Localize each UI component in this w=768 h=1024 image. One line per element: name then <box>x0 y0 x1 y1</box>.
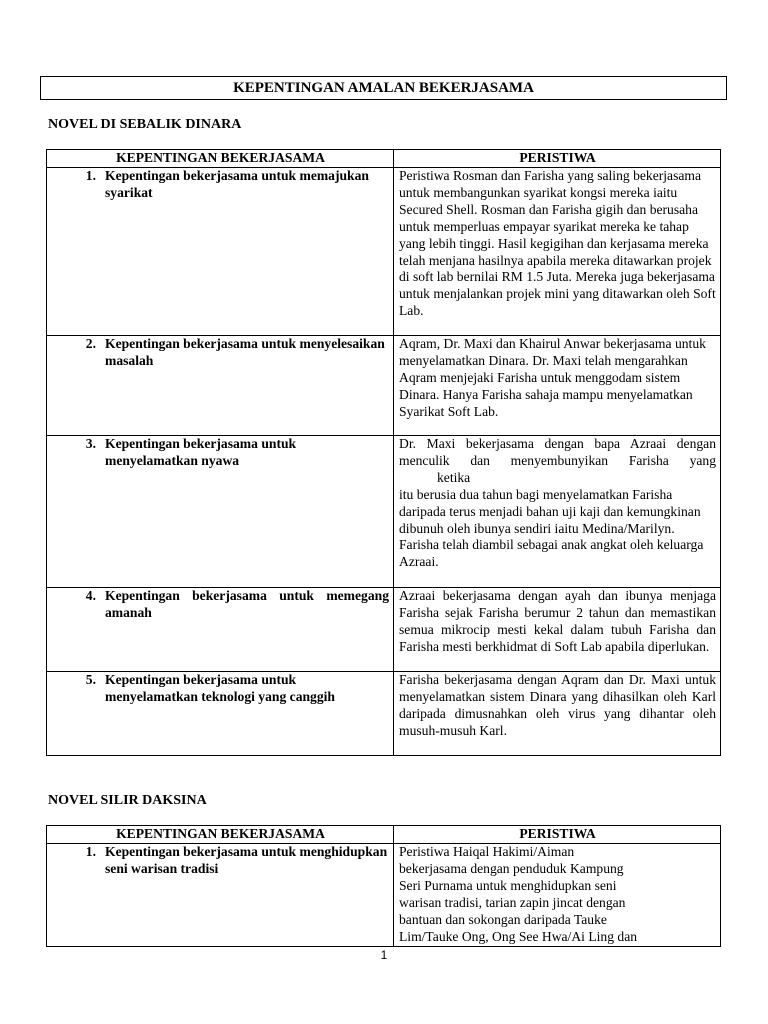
table-silir-daksina <box>46 825 721 947</box>
event-cell: Azraai bekerjasama dengan ayah dan ibunya menjaga Farisha sejak Farisha berumur 2 tahun dan memastikan semua mikrocip mesti kekal dalam tubuh Farisha dan Farisha mesti berkhidmat di Soft Lab apabila diperlukan. <box>394 588 721 672</box>
aspect-text: Kepentingan bekerjasama untuk menghidupkan seni warisan tradisi <box>105 844 388 876</box>
aspect-cell <box>47 168 394 336</box>
event-line: warisan tradisi, tarian zapin jincat dengan <box>399 894 626 910</box>
section-heading-silir-daksina: NOVEL SILIR DAKSINA <box>48 793 207 808</box>
row-number: 4. <box>85 588 96 603</box>
event-cell: Aqram, Dr. Maxi dan Khairul Anwar bekerjasama untuk menyelamatkan Dinara. Dr. Maxi telah mengarahkan Aqram menjejaki Farisha untuk menggodam sistem Dinara. Hanya Farisha sahaja mampu menyelamatkan Syarikat Soft Lab. <box>394 336 721 436</box>
aspect-cell <box>47 336 394 436</box>
column-header-aspect: KEPENTINGAN BEKERJASAMA <box>47 826 394 844</box>
event-line: Peristiwa Haiqal Hakimi/Aiman <box>399 844 575 859</box>
column-header-event: PERISTIWA <box>394 826 721 844</box>
row-number: 5. <box>85 672 96 687</box>
table-row <box>47 168 721 336</box>
row-number: 3. <box>85 436 96 451</box>
row-number: 1. <box>85 844 96 859</box>
table-row <box>47 336 721 436</box>
aspect-cell <box>47 436 394 588</box>
aspect-text: Kepentingan bekerjasama untuk memajukan syarikat <box>105 168 369 200</box>
section-heading-dinara: NOVEL DI SEBALIK DINARA <box>48 117 242 132</box>
table-dinara <box>46 149 721 756</box>
aspect-text: Kepentingan bekerjasama untuk menyelamatkan teknologi yang canggih <box>105 672 335 704</box>
document-title: KEPENTINGAN AMALAN BEKERJASAMA <box>40 76 727 100</box>
table-row <box>47 436 721 588</box>
event-line: bantuan dan sokongan daripada Tauke <box>399 911 607 927</box>
event-line: Lim/Tauke Ong, Ong See Hwa/Ai Ling dan <box>399 928 638 944</box>
aspect-cell <box>47 844 394 947</box>
row-number: 1. <box>85 168 96 183</box>
event-cell: Peristiwa Rosman dan Farisha yang saling bekerjasama untuk membangunkan syarikat kongsi mereka iaitu Secured Shell. Rosman dan Farisha gigih dan berusaha untuk memperluas empayar syarikat mereka ke tahap yang lebih tinggi. Hasil kegigihan dan kerjasama mereka telah menjana hasilnya apabila mereka ditawarkan projek di soft lab bernilai RM 1.5 Juta. Mereka juga bekerjasama untuk menjalankan projek mini yang ditawarkan oleh Soft Lab. <box>394 168 721 336</box>
event-cell <box>394 844 721 947</box>
aspect-cell <box>47 672 394 756</box>
event-cell: Farisha bekerjasama dengan Aqram dan Dr. Maxi untuk menyelamatkan sistem Dinara yang dihasilkan oleh Karl daripada dimusnahkan oleh virus yang dihantar oleh musuh-musuh Karl. <box>394 672 721 756</box>
column-header-aspect: KEPENTINGAN BEKERJASAMA <box>47 150 394 168</box>
table-header-row <box>47 150 721 168</box>
table-row <box>47 588 721 672</box>
table-row <box>47 672 721 756</box>
table-header-row <box>47 826 721 844</box>
event-line: Seri Purnama untuk menghidupkan seni <box>399 877 617 893</box>
aspect-text: Kepentingan bekerjasama untuk menyelesaikan masalah <box>105 336 385 368</box>
event-line: ketika <box>437 469 471 485</box>
page-number: 1 <box>380 948 388 962</box>
aspect-text: Kepentingan bekerjasama untuk memegang amanah <box>105 588 389 620</box>
aspect-text: Kepentingan bekerjasama untuk menyelamatkan nyawa <box>105 436 297 468</box>
event-line: menculik dan menyembunyikan Farisha yang <box>399 452 716 468</box>
aspect-cell <box>47 588 394 672</box>
event-line: itu berusia dua tahun bagi menyelamatkan Farisha daripada terus menjadi bahan uji kaji dan kemungkinan dibunuh oleh ibunya sendiri iaitu Medina/Marilyn. Farisha telah diambil sebagai anak angkat oleh keluarga Azraai. <box>399 486 704 570</box>
column-header-event: PERISTIWA <box>394 150 721 168</box>
event-line: Dr. Maxi bekerjasama dengan bapa Azraai dengan <box>399 436 716 451</box>
event-cell <box>394 436 721 588</box>
table-row <box>47 844 721 947</box>
event-line: bekerjasama dengan penduduk Kampung <box>399 860 624 876</box>
row-number: 2. <box>85 336 96 351</box>
